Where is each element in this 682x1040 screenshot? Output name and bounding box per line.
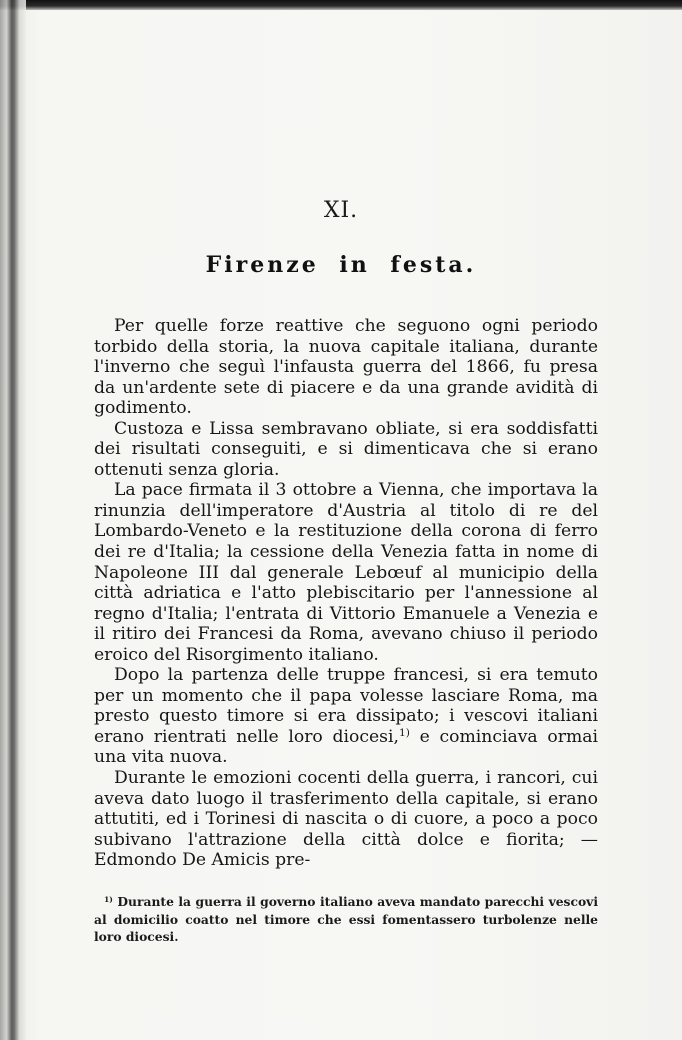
book-binding-edge (0, 0, 26, 1040)
chapter-title: Firenze in festa. (205, 252, 477, 278)
paragraph-4-text: Dopo la partenza delle truppe francesi, si era temuto per un momento che il papa volesse lasciare Roma, ma presto questo timore si era dissipato; i vescovi italiani erano rientrati nelle loro diocesi, (94, 665, 598, 747)
paragraph-1: Per quelle forze reattive che seguono ogni periodo torbido della storia, la nuova capitale italiana, durante l'inverno che seguì l'infausta guerra del 1866, fu presa da un'ardente sete di piacere e da una grande avidità di godimento. (94, 316, 598, 419)
paragraph-2: Custoza e Lissa sembravano obliate, si era soddisfatti dei risultati conseguiti, e si dimenticava che si erano ottenuti senza gloria. (94, 418, 598, 480)
page-top-shadow (0, 0, 682, 10)
chapter-number: XI. (323, 198, 359, 223)
paragraph-4 (94, 665, 598, 768)
paragraph-3: La pace firmata il 3 ottobre a Vienna, che importava la rinunzia dell'imperatore d'Austria al titolo di re del Lombardo-Veneto e la restituzione della corona di ferro dei re d'Italia; la cessione della Venezia fatta in nome di Napoleone III dal generale Lebœuf al municipio della città adriatica e l'atto plebiscitario per l'annessione al regno d'Italia; l'entrata di Vittorio Emanuele a Venezia e il ritiro dei Francesi da Roma, avevano chiuso il periodo eroico del Risorgimento italiano. (94, 480, 598, 665)
footnote-text: Durante la guerra il governo italiano aveva mandato parecchi vescovi al domicilio coatto nel timore che essi fomentassero turbolenze nelle loro diocesi. (94, 894, 598, 945)
paragraph-5: Durante le emozioni cocenti della guerra, i rancori, cui aveva dato luogo il trasferimento della capitale, si erano attutiti, ed i Torinesi di nascita o di cuore, a poco a poco subivano l'attrazione della città dolce e fiorita; — Edmondo De Amicis pre- (94, 768, 598, 871)
paragraph-4-text-end: e cominciava ormai una vita nuova. (94, 726, 598, 768)
footnote (94, 893, 598, 946)
footnote-reference: 1) (398, 726, 410, 740)
footnote-marker: 1) (104, 894, 113, 904)
chapter-body (94, 316, 598, 871)
